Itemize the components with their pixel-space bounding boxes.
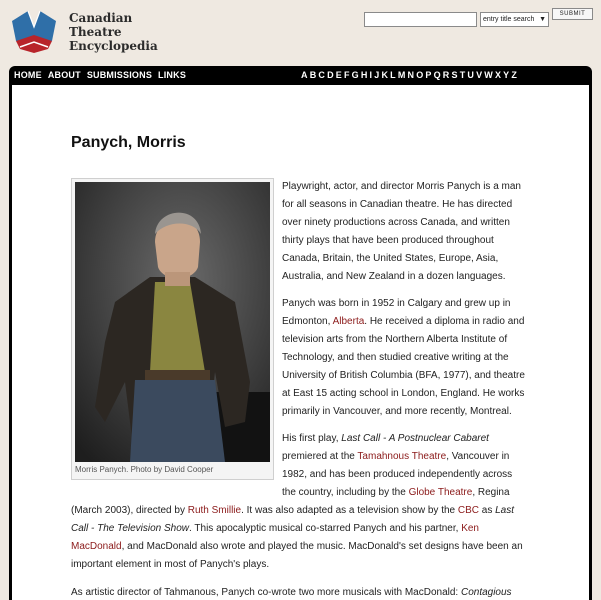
nav-home[interactable]: HOME [14, 70, 42, 80]
letter-r[interactable]: R [442, 70, 450, 80]
letter-u[interactable]: U [467, 70, 474, 80]
link-globe-theatre[interactable]: Globe Theatre [408, 487, 473, 498]
letter-c[interactable]: C [318, 70, 325, 80]
letter-a[interactable]: A [301, 70, 308, 80]
photo-caption: Morris Panych. Photo by David Cooper [75, 465, 214, 474]
letter-y[interactable]: Y [503, 70, 510, 80]
letter-e[interactable]: E [335, 70, 342, 80]
letter-p[interactable]: P [425, 70, 432, 80]
site-logo-icon[interactable] [8, 7, 60, 55]
letter-k[interactable]: K [381, 70, 388, 80]
letter-t[interactable]: T [459, 70, 466, 80]
letter-m[interactable]: M [397, 70, 406, 80]
article-content [9, 85, 592, 600]
search-input[interactable] [364, 12, 477, 27]
nav-about[interactable]: ABOUT [47, 70, 81, 80]
site-name[interactable]: Canadian Theatre Encyclopedia [69, 11, 158, 53]
letter-n[interactable]: N [407, 70, 414, 80]
letter-s[interactable]: S [451, 70, 458, 80]
letter-o[interactable]: O [416, 70, 424, 80]
main-nav [9, 66, 592, 85]
link-cbc[interactable]: CBC [457, 505, 479, 516]
letter-q[interactable]: Q [433, 70, 441, 80]
letter-l[interactable]: L [390, 70, 396, 80]
chevron-down-icon: ▼ [539, 16, 546, 23]
submit-button[interactable]: SUBMIT [552, 8, 593, 20]
paragraph-intro: Playwright, actor, and director Morris Panych is a man for all seasons in Canadian theatre. He has directed over ninety productions across Canada, and written thirty plays that have been produced throughout Canada, Britain, the United States, Europe, Asia, Australia, and New Zealand in a dozen languages. [282, 181, 521, 282]
link-ruth-smillie[interactable]: Ruth Smillie [187, 505, 242, 516]
nav-links [14, 70, 186, 80]
link-alberta[interactable]: Alberta [332, 316, 365, 327]
letter-z[interactable]: Z [511, 70, 517, 80]
paragraph-biography: Panych was born in 1952 in Calgary and grew up in Edmonton, Alberta. He received a diploma in radio and television arts from the Northern Alberta Institute of Technology, and then studied creative writing at the University of British Columbia (BFA, 1977), and theatre at East 15 acting school in London, England. He works primarily in Vancouver, and more recently, Montreal. [282, 298, 525, 417]
site-header [0, 0, 601, 66]
portrait-photo[interactable] [75, 182, 270, 462]
letter-v[interactable]: V [476, 70, 483, 80]
letter-b[interactable]: B [309, 70, 317, 80]
letter-h[interactable]: H [360, 70, 368, 80]
page-title: Panych, Morris [71, 134, 186, 151]
letter-f[interactable]: F [343, 70, 350, 80]
letter-g[interactable]: G [351, 70, 359, 80]
letter-i[interactable]: I [369, 70, 373, 80]
paragraph-artistic-director: As artistic director of Tahmanous, Panych co-wrote two more musicals with MacDonald: Contagious [71, 587, 512, 598]
link-ken-macdonald-2[interactable]: MacDonald [71, 541, 122, 552]
link-ken-macdonald-1[interactable]: Ken [461, 523, 479, 534]
letter-j[interactable]: J [374, 70, 380, 80]
nav-submissions[interactable]: SUBMISSIONS [86, 70, 153, 80]
nav-links-item[interactable]: LINKS [158, 70, 187, 80]
letter-x[interactable]: X [494, 70, 501, 80]
search-type-select[interactable]: entry title search ▼ [480, 12, 549, 27]
alphabet-index [301, 70, 517, 80]
link-tamahnous-theatre[interactable]: Tamahnous Theatre [357, 451, 447, 462]
letter-w[interactable]: W [484, 70, 493, 80]
letter-d[interactable]: D [327, 70, 334, 80]
paragraph-first-play: His first play, Last Call - A Postnuclear Cabaret premiered at the Tamahnous Theatre, Vancouver in 1982, and has been produced independently across the country, including by the Globe Theatre, Regina [282, 433, 513, 498]
paragraph-first-play-cont: (March 2003), directed by Ruth Smillie. It was also adapted as a television show by the CBC as Last Call - The Television Show. This apocalyptic musical co-starred Panych and his partner, Ken MacDonald, and MacDonald also wrote and played the music. MacDonald's set designs have been an important element in most of Panych's plays. [71, 505, 523, 570]
article-figure [71, 178, 274, 480]
